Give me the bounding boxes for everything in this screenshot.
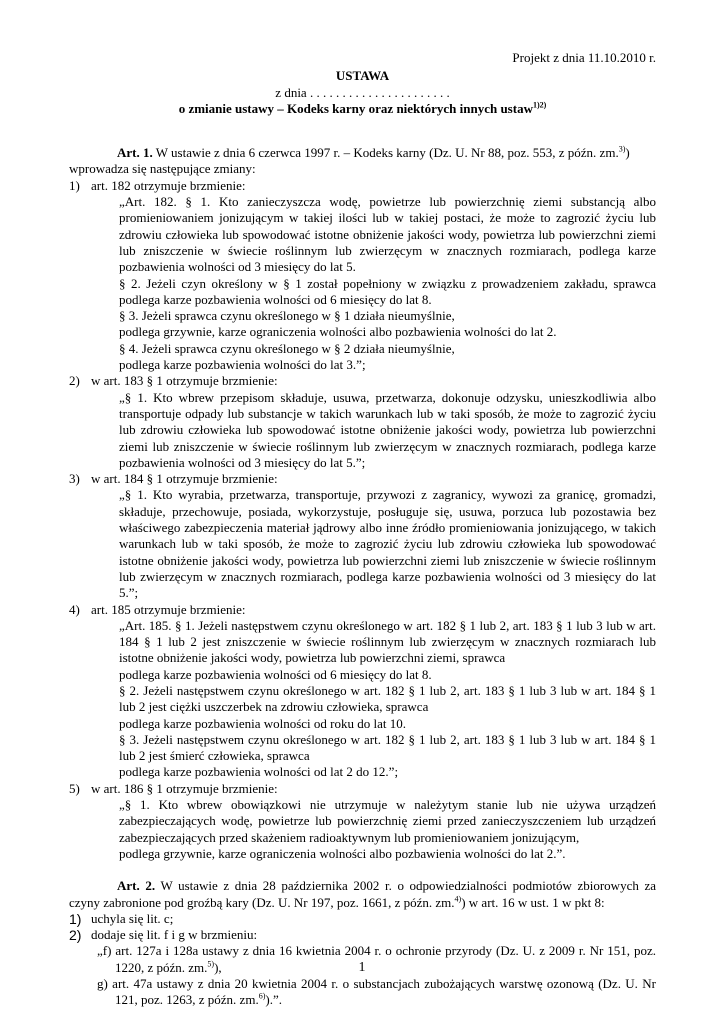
footnote-ref: 1)2)	[532, 100, 547, 110]
art1-intro-text: W ustawie z dnia 6 czerwca 1997 r. – Kodeks karny (Dz. U. Nr 88, poz. 553, z późn. zm.	[152, 145, 619, 161]
act-date: z dnia . . . . . . . . . . . . . . . . . . . . . .	[275, 84, 450, 100]
item-number: 1)	[69, 177, 80, 193]
quote-paragraph: § 3. Jeżeli następstwem czynu określonego w art. 182 § 1 lub 2, art. 183 § 1 lub 3 lub w art. 184 § 1 lub 2 jest śmierć człowieka, sprawca	[119, 731, 656, 764]
document-page	[69, 50, 656, 1009]
footnote-ref: 6)	[258, 992, 266, 1001]
list-item	[69, 781, 656, 797]
item-heading: w art. 184 § 1 otrzymuje brzmienie:	[91, 471, 278, 487]
act-title: USTAWA	[335, 68, 390, 84]
item-heading: art. 182 otrzymuje brzmienie:	[91, 177, 246, 193]
quote-paragraph: podlega grzywnie, karze ograniczenia wolności albo pozbawienia wolności do lat 2.	[119, 324, 557, 340]
item-number: 2)	[69, 927, 82, 944]
item-text: uchyla się lit. c;	[91, 910, 174, 926]
quote-paragraph: „§ 1. Kto wbrew obowiązkowi nie utrzymuje w należytym stanie lub nie używa urządzeń zabezpieczających wodę, powietrze lub powierzchnię ziemi przed zanieczyszczeniem lub urządzeń zabezpieczających przed skażeniem radioaktywnym lub promieniowaniem jonizującym,	[119, 797, 656, 845]
act-subject	[69, 101, 656, 117]
quote-paragraph: § 2. Jeżeli czyn określony w § 1 został popełniony w związku z prowadzeniem zakładu, sprawca podlega karze pozbawienia wolności od 6 miesięcy do lat 8.	[119, 275, 656, 307]
art2-intro	[69, 878, 656, 911]
art1-label: Art. 1.	[117, 145, 153, 161]
item-heading: art. 185 otrzymuje brzmienie:	[91, 601, 246, 617]
letter-f-close: ),	[214, 959, 222, 975]
footnote-ref: 3)	[618, 144, 626, 154]
letter-g-close: ).”.	[265, 992, 282, 1008]
footnote-ref: 5)	[207, 959, 215, 969]
quote-paragraph: podlega grzywnie, karze ograniczenia wolności albo pozbawienia wolności do lat 2.”.	[119, 845, 566, 861]
act-subject-text: o zmianie ustawy – Kodeks karny oraz niektórych innych ustaw	[178, 100, 533, 116]
art1-intro-line2: wprowadza się następujące zmiany:	[69, 161, 256, 177]
quote-paragraph: „Art. 182. § 1. Kto zanieczyszcza wodę, powietrze lub powierzchnię ziemi substancją albo promieniowaniem jonizującym w takiej ilości lub w takiej postaci, że może to zagrozić życiu lub zdrowiu człowieka lub spowodować istotne obniżenie jakości wody, powietrza lub powierzchni ziemi lub zniszczenie w świecie roślinnym lub zwierzęcym w znacznych rozmiarach, podlega karze pozbawienia wolności od 3 miesięcy do lat 5.	[119, 194, 656, 275]
item-number: 3)	[69, 471, 80, 487]
quote-paragraph: § 3. Jeżeli sprawca czynu określonego w § 1 działa nieumyślnie,	[119, 308, 455, 324]
quote-paragraph: „§ 1. Kto wbrew przepisom składuje, usuwa, przetwarza, dokonuje odzysku, unieszkodliwia albo transportuje odpady lub substancje w takich warunkach lub w taki sposób, że może to zagrozić życiu lub zdrowiu człowieka lub spowodować istotne obniżenie jakości wody, powietrza lub powierzchni ziemi lub zniszczenie w świecie roślinnym lub zwierzęcym w znacznych rozmiarach, podlega karze pozbawienia wolności od 3 miesięcy do lat 5.”;	[119, 389, 656, 470]
project-date: Projekt z dnia 11.10.2010 r.	[512, 50, 656, 65]
list-item	[69, 927, 656, 943]
art1-intro	[69, 145, 656, 161]
quote-paragraph: § 2. Jeżeli następstwem czynu określonego w art. 182 § 1 lub 2, art. 183 § 1 lub 3 lub w art. 184 § 1 lub 2 jest ciężki uszczerbek na zdrowiu człowieka, sprawca	[119, 682, 656, 715]
list-item	[69, 602, 656, 618]
art2-label: Art. 2.	[117, 878, 156, 894]
quote-letter-g	[97, 976, 656, 1009]
item-number: 4)	[69, 601, 80, 617]
quote-paragraph: § 4. Jeżeli sprawca czynu określonego w § 2 działa nieumyślnie,	[119, 340, 455, 356]
item-heading: w art. 183 § 1 otrzymuje brzmienie:	[91, 373, 278, 389]
footnote-ref: 4)	[454, 894, 462, 904]
list-item	[69, 471, 656, 487]
quote-paragraph: „§ 1. Kto wyrabia, przetwarza, transportuje, przywozi z zagranicy, wywozi za granicę, gromadzi, składuje, przechowuje, posiada, wykorzystuje, posługuje się, usuwa, porzuca lub pozostawia bez właściwego zabezpieczenia materiał jądrowy albo inne źródło promieniowania jonizującego, w takich warunkach lub w taki sposób, że może to zagrozić życiu lub zdrowiu człowieka lub spowodować istotne obniżenie jakości wody, powietrza lub powierzchni ziemi lub zniszczenie w świecie roślinnym lub zwierzęcym w znacznych rozmiarach, podlega karze pozbawienia wolności od 3 miesięcy do lat 5.”;	[119, 487, 656, 601]
quote-paragraph: podlega karze pozbawienia wolności od lat 2 do 12.”;	[119, 764, 399, 780]
art1-intro-close: )	[625, 145, 630, 161]
letter-f-text: „f) art. 127a i 128a ustawy z dnia 16 kwietnia 2004 r. o ochronie przyrody (Dz. U. z 2009 r. Nr 151, poz. 1220, z późn. zm.	[97, 943, 656, 975]
list-item	[69, 373, 656, 389]
list-item	[69, 178, 656, 194]
item-heading: w art. 186 § 1 otrzymuje brzmienie:	[91, 780, 278, 796]
page-number: 1	[358, 960, 366, 975]
quote-paragraph: podlega karze pozbawienia wolności od 6 miesięcy do lat 8.	[119, 666, 432, 682]
item-number: 5)	[69, 780, 80, 796]
item-text: dodaje się lit. f i g w brzmieniu:	[91, 927, 258, 943]
item-number: 1)	[69, 910, 82, 927]
item-number: 2)	[69, 373, 80, 389]
letter-g-text: g) art. 47a ustawy z dnia 20 kwietnia 2004 r. o substancjach zubożających warstwę ozonową (Dz. U. Nr 121, poz. 1263, z późn. zm.	[97, 976, 656, 1008]
quote-paragraph: podlega karze pozbawienia wolności do lat 3.”;	[119, 357, 366, 373]
art2-intro-text: W ustawie z dnia 28 października 2002 r. o odpowiedzialności podmiotów zbiorowych za czyny zabronione pod groźbą kary (Dz. U. Nr 197, poz. 1661, z późn. zm.	[69, 878, 656, 910]
quote-paragraph: „Art. 185. § 1. Jeżeli następstwem czynu określonego w art. 182 § 1 lub 2, art. 183 § 1 lub 3 lub w art. 184 § 1 lub 2 jest zniszczenie w świecie roślinnym lub zwierzęcym w znacznych rozmiarach lub istotne obniżenie jakości wody, powietrza lub powierzchni ziemi, sprawca	[119, 617, 656, 666]
list-item	[69, 911, 656, 927]
quote-paragraph: podlega karze pozbawienia wolności od roku do lat 10.	[119, 715, 406, 731]
art2-intro-close: ) w art. 16 w ust. 1 w pkt 8:	[461, 894, 605, 910]
